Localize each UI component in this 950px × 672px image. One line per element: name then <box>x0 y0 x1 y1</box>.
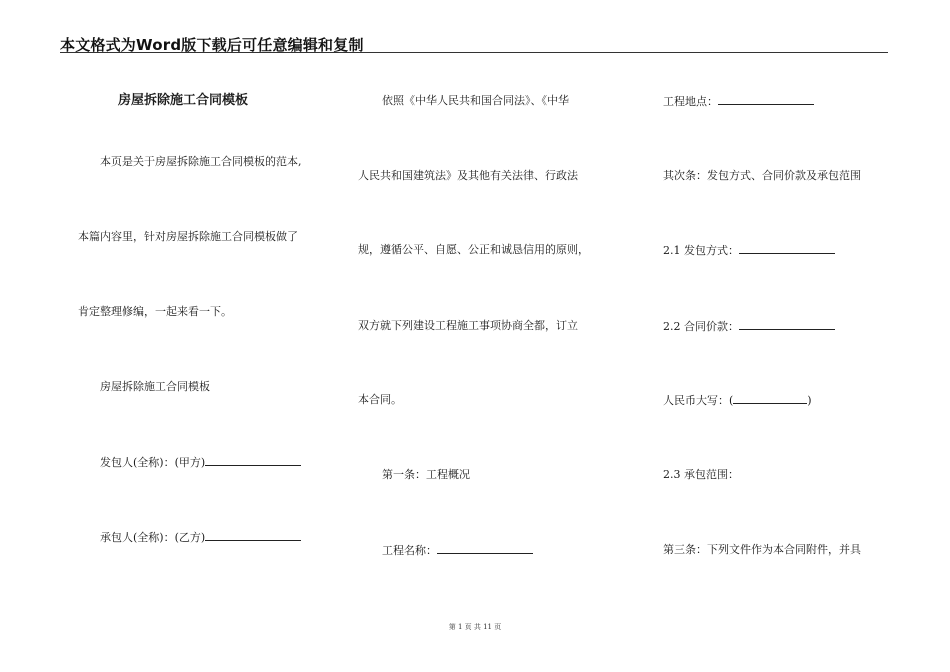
contract-method-blank <box>739 243 835 254</box>
project-location-blank <box>718 94 814 105</box>
contractor-field <box>100 530 301 545</box>
rmb-amount-blank <box>733 393 807 404</box>
preamble-line-1: 依照《中华人民共和国合同法》、《中华 <box>382 94 569 107</box>
project-location-label: 工程地点： <box>663 95 718 108</box>
contract-price-label: 2.2 合同价款： <box>663 320 739 333</box>
rmb-amount-label: 人民币大写：( <box>663 394 734 407</box>
project-name-field <box>382 543 533 558</box>
preamble-line-4: 双方就下列建设工程施工事项协商全都，订立 <box>358 319 578 332</box>
project-name-blank <box>437 543 533 554</box>
contract-method-label: 2.1 发包方式： <box>663 244 739 257</box>
employer-blank <box>205 455 301 466</box>
article-3-heading: 第三条：下列文件作为本合同附件，并具 <box>663 543 861 556</box>
project-name-label: 工程名称： <box>382 544 437 557</box>
intro-line-1: 本页是关于房屋拆除施工合同模板的范本, <box>100 155 302 168</box>
rmb-amount-field <box>663 393 812 408</box>
preamble-line-3: 规，遵循公平、自愿、公正和诚恳信用的原则， <box>358 243 589 256</box>
contractor-label: 承包人(全称)：(乙方) <box>100 531 206 544</box>
intro-line-3: 肯定整理修编，一起来看一下。 <box>78 305 232 318</box>
employer-label: 发包人(全称)：(甲方) <box>100 456 206 469</box>
preamble-line-5: 本合同。 <box>358 393 402 406</box>
document-title: 房屋拆除施工合同模板 <box>118 93 249 108</box>
contract-price-blank <box>739 319 835 330</box>
page-number: 第 1 页 共 11 页 <box>448 623 502 631</box>
intro-line-2: 本篇内容里，针对房屋拆除施工合同模板做了 <box>78 230 298 243</box>
document-header: 本文格式为Word版下载后可任意编辑和复制 <box>60 36 364 54</box>
employer-field <box>100 455 301 470</box>
contractor-blank <box>205 530 301 541</box>
contract-price-field <box>663 319 835 334</box>
section-subtitle: 房屋拆除施工合同模板 <box>100 380 210 393</box>
contract-method-field <box>663 243 835 258</box>
header-divider <box>60 52 888 53</box>
article-1-heading: 第一条：工程概况 <box>382 468 470 481</box>
rmb-amount-close: ) <box>807 394 812 407</box>
contract-scope-label: 2.3 承包范围： <box>663 468 739 481</box>
article-2-heading: 其次条：发包方式、合同价款及承包范围 <box>663 169 861 182</box>
preamble-line-2: 人民共和国建筑法》及其他有关法律、行政法 <box>358 169 578 182</box>
project-location-field <box>663 94 814 109</box>
